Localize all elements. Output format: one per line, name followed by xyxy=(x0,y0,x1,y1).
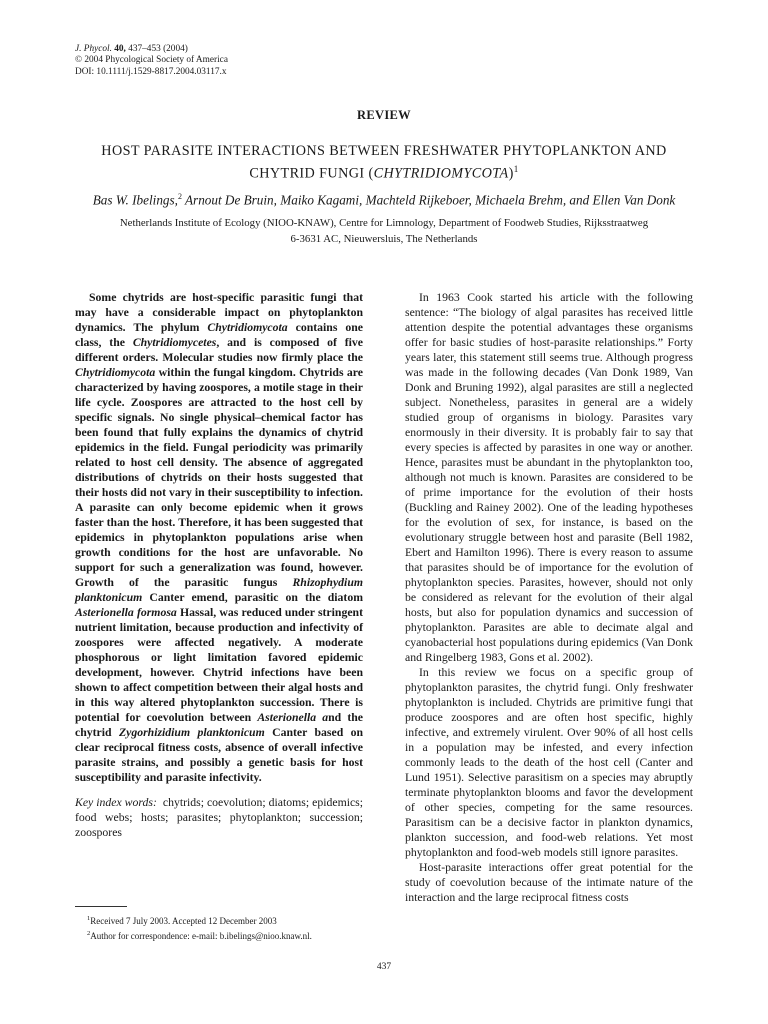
keywords-text: chytrids; coevolution; diatoms; epidemics; food webs; hosts; parasites; phytoplankton; succession; zoospores xyxy=(75,796,364,839)
paper-title xyxy=(60,142,708,183)
journal-volume: 40, xyxy=(114,44,126,54)
left-column xyxy=(75,290,363,840)
journal-name: J. Phycol. xyxy=(75,44,112,54)
body-paragraph: Host-parasite interactions offer great potential for the study of coevolution because of the intimate nature of the interaction and the large reciprocal fitness costs xyxy=(405,861,693,904)
affiliation: Netherlands Institute of Ecology (NIOO-KNAW), Centre for Limnology, Department of Foodweb Studies, Rijksstraatweg 6-3631 AC, Nieuwersluis, The Netherlands xyxy=(119,217,649,245)
page-number: 437 xyxy=(376,962,392,972)
abstract: Some chytrids are host-specific parasitic fungi that may have a considerable impact on phytoplankton dynamics. The phylum Chytridiomycota contains one class, the Chytridiomycetes, and is composed of five different orders. Molecular studies now firmly place the Chytridiomycota within the fungal kingdom. Chytrids are characterized by having zoospores, a motile stage in their life cycle. Zoospores are attracted to the host cell by specific signals. No single physical–chemical factor has been found that fully explains the dynamics of chytrid epidemics in the field. Fungal periodicity was primarily related to host cell density. The absence of aggregated distributions of chytrids on their hosts suggested that their hosts did not vary in their susceptibility to infection. A parasite can only become epidemic when it grows faster than the host. Therefore, it has been suggested that epidemics in phytoplankton populations arise when growth conditions for the host are unfavorable. No support for such a generalization was found, however. Growth of the parasitic fungus Rhizophydium planktonicum Canter emend, parasitic on the diatom Asterionella formosa Hassal, was reduced under stringent nutrient limitation, because production and infectivity of zoospores were affected negatively. A moderate phosphorous or light limitation favored epidemic development, however. Chytrid infections have been shown to affect competition between their algal hosts and in this way altered phytoplankton succession. There is potential for coevolution between Asterionella and the chytrid Zygorhizidium planktonicum Canter based on clear reciprocal fitness costs, absence of overall infective parasite strains, and possibly a genetic basis for host susceptibility and parasite infectivity. xyxy=(75,291,364,784)
keywords-label: Key index words: xyxy=(75,796,157,809)
right-column xyxy=(405,290,693,905)
footnote-received: $^1$Received 7 July 2003. Accepted 12 December 2003 xyxy=(87,915,277,926)
footnotes xyxy=(75,913,365,942)
key-index-words xyxy=(75,795,363,840)
footnote-divider xyxy=(75,906,127,907)
body-paragraph: In this review we focus on a specific group of phytoplankton parasites, the chytrid fungi. Only freshwater phytoplankton is included. Chytrids are primitive fungi that produce zoospores and are often host specific, highly infective, and extremely virulent. Over 90% of all host cells in a population may be infested, and every infection commonly leads to the death of the host cell (Canter and Lund 1951). Selective parasitism on a species may abruptly terminate phytoplankton blooms and favor the development of other species, competing for the same resources. Parasitism can be a decisive factor in plankton dynamics, plankton succession, and food-web relations. Yet most phytoplankton and food-web models still ignore parasites. xyxy=(405,666,693,859)
copyright-line: © 2004 Phycological Society of America xyxy=(75,55,228,66)
journal-pages: 437–453 (2004) xyxy=(128,44,188,54)
doi-line[interactable]: DOI: 10.1111/j.1529-8817.2004.03117.x xyxy=(75,66,227,77)
body-paragraph: In 1963 Cook started his article with the following sentence: “The biology of algal parasites has received little attention despite the potential advantages these organisms offer for basic studies of host-parasite relationships.” Forty years later, this statement still seems true. Although progress was made in the following decades (Van Donk 1989, Van Donk and Bruning 1992), algal parasites are still a neglected subject. Nonetheless, parasites in general are a widely studied group of organisms in biology. Parasites vary enormously in their diversity. It is probably fair to say that every species is affected by parasites in one way or another. Hence, parasites must be abundant in the phytoplankton too, although not much is known. Parasites are considered to be of prime importance for the evolution of their hosts (Buckling and Rainey 2002). One of the leading hypotheses for the evolution of sex, for instance, is based on the evolutionary struggle between host and parasite (Bell 1982, Ebert and Hamilton 1996). There is every reason to assume that parasites should be of importance for the evolution of phytoplankton species. Parasites, however, should not only be considered as relevant for the evolution of their algal hosts, but also for population dynamics and succession of phytoplankton. Parasites are able to decimate algal and cyanobacterial host populations during epidemics (Van Donk and Ringelberg 1983, Gons et al. 2002). xyxy=(405,291,693,664)
title-line-2: CHYTRID FUNGI (CHYTRIDIOMYCOTA)$^1$ xyxy=(249,164,519,182)
author-others: Arnout De Bruin, Maiko Kagami, Machteld Rijkeboer, Michaela Brehm, and Ellen Van Donk xyxy=(185,192,676,208)
journal-citation xyxy=(75,44,228,55)
title-line-1: HOST PARASITE INTERACTIONS BETWEEN FRESHWATER PHYTOPLANKTON AND xyxy=(101,143,667,159)
journal-header xyxy=(75,44,228,78)
footnote-correspondence: $^2$Author for correspondence: e-mail: b.ibelings@nioo.knaw.nl. xyxy=(87,929,312,941)
author-list xyxy=(40,192,728,208)
title-footnote-marker[interactable]: 1 xyxy=(513,164,519,174)
section-label: REVIEW xyxy=(357,108,411,122)
author-first: Bas W. Ibelings, xyxy=(92,192,178,208)
author-footnote-marker[interactable]: 2 xyxy=(177,192,182,201)
